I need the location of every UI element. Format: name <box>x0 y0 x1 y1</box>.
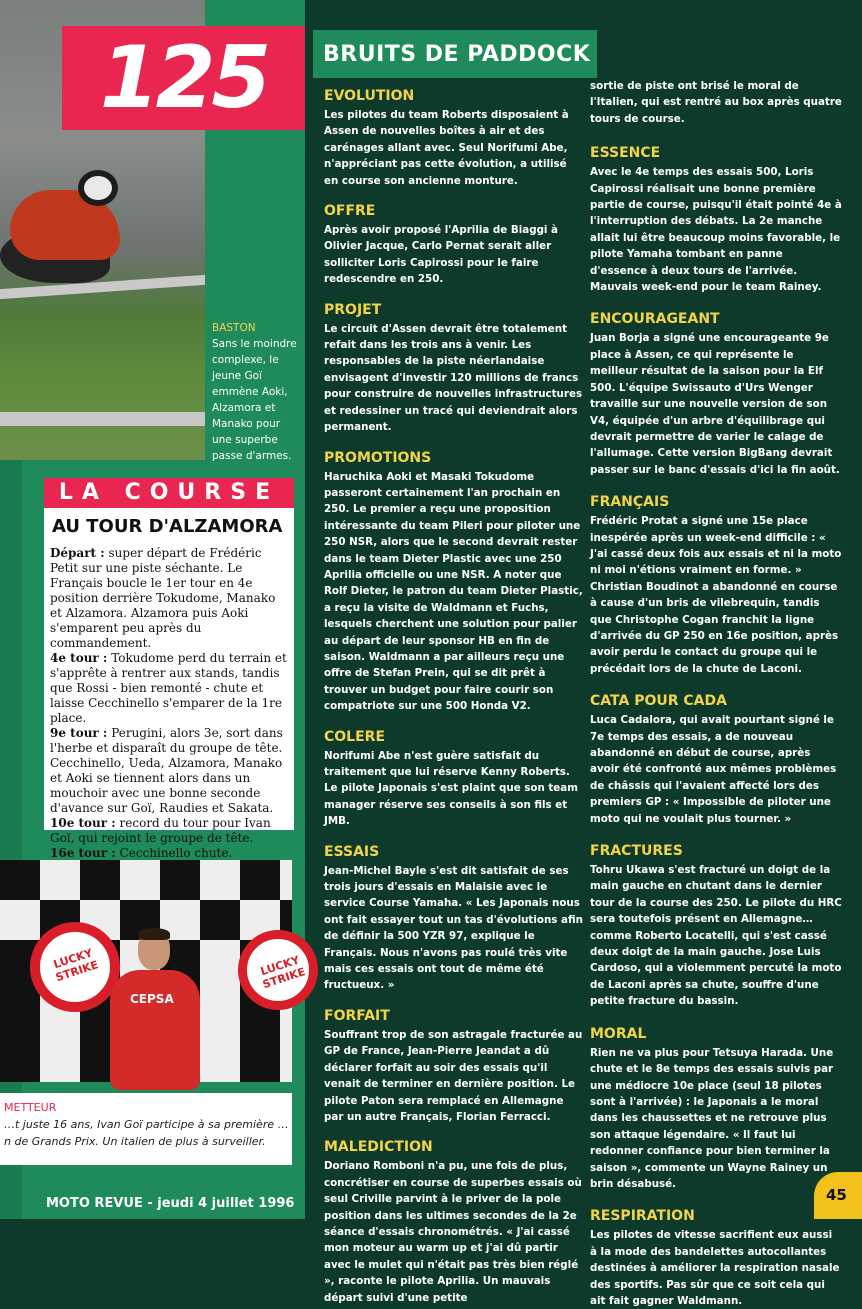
news-item-body: Frédéric Protat a signé une 15e place inespérée après un week-end difficile : « J'ai cassé deux fois aux essais et ni la moto ni moi n'étions vraiment en forme. » Christian Boudinot a abandonné en course à cause d'un bris de vilebrequin, tandis que Christophe Cogan franchit la ligne d'arrivée du GP 250 en 16e position, après avoir perdu le contact du groupe qui le précédait lors de la chute de Laconi. <box>590 515 842 675</box>
news-item <box>324 1139 584 1306</box>
news-item-title: OFFRE <box>324 203 376 220</box>
section-header-title: BRUITS DE PADDOCK <box>323 42 591 67</box>
top-caption-text: Sans le moindre complexe, le jeune Goï emmène Aoki, Alzamora et Manako pour une superbe passe d'armes. <box>212 338 297 462</box>
news-item <box>324 844 584 994</box>
lap-label: 9e tour : <box>50 726 108 740</box>
race-report-banner: LA COURSE <box>44 478 294 508</box>
race-report-title: AU TOUR D'ALZAMORA <box>52 516 283 537</box>
lap-label: 16e tour : <box>50 846 116 860</box>
news-item-title: CATA POUR CADA <box>590 693 727 710</box>
news-item-body: Jean-Michel Bayle s'est dit satisfait de ses trois jours d'essais en Malaisie avec le service Course Yamaha. « Les Japonais nous ont fait essayer tout un tas d'évolutions afin de définir la 500 YZR 97, explique le Français. Nous n'avons pas roulé très vite mais ces essais ont tout de même été fructueux. » <box>324 864 583 992</box>
race-report-paragraph <box>50 726 290 816</box>
news-item-title: EVOLUTION <box>324 88 415 104</box>
news-item <box>324 302 584 436</box>
lucky-strike-logo-left <box>30 922 120 1012</box>
news-item-title: FRANÇAIS <box>590 494 670 511</box>
top-photo-caption <box>212 320 302 464</box>
news-item-title: PROJET <box>324 301 382 318</box>
news-item <box>324 729 584 830</box>
news-item-continued <box>590 78 842 127</box>
news-item <box>590 494 842 677</box>
news-item-title: ENCOURAGEANT <box>590 311 720 328</box>
news-item-body: Souffrant trop de son astragale fracturée au GP de France, Jean-Pierre Jeandat a dû déclarer forfait au soir des essais qu'il venait de terminer en dernière position. Le pilote Paton sera remplacé en Allemagne par un autre Français, Florian Ferracci. <box>324 1028 583 1123</box>
race-report-box <box>44 478 294 860</box>
news-item <box>590 1208 842 1309</box>
news-item-body: Avec le 4e temps des essais 500, Loris Capirossi réalisait une bonne première partie de course, puisqu'il était pointé 4e à l'interruption des débats. La 2e manche allait lui être beaucoup moins favorable, le pilote Yamaha tombant en panne d'essence à deux tours de l'arrivée. Mauvais week-end pour le team Rainey. <box>590 166 842 294</box>
lap-label: 4e tour : <box>50 651 108 665</box>
magazine-footer: MOTO REVUE - jeudi 4 juillet 1996 <box>46 1196 295 1211</box>
lucky-strike-logo-right <box>238 930 318 1010</box>
news-item-body: Le circuit d'Assen devrait être totalement refait dans les trois ans à venir. Les responsables de la piste néerlandaise envisagent d'investir 120 millions de francs pour construire de nouvelles infrastructures et redessiner un tracé qui deviendrait alors permanent. <box>324 322 583 434</box>
rider-figure <box>0 170 125 290</box>
news-item <box>590 145 842 295</box>
news-column-left <box>324 88 584 1306</box>
news-item-body: Après avoir proposé l'Aprilia de Biaggi à Olivier Jacque, Carlo Pernat serait aller solliciter Loris Capirossi pour le faire redescendre en 250. <box>324 224 558 286</box>
news-item <box>324 450 584 715</box>
news-item-body: Tohru Ukawa s'est fracturé un doigt de la main gauche en chutant dans le dernier tour de la course des 250. Le pilote du HRC sera toutefois présent en Allemagne… comme Roberto Locatelli, qui s'est cassé deux doigt de la main gauche. Jose Luis Cardoso, qui a violemment percuté la moto de Laconi après sa chute, souffre d'une petite fracture du bassin. <box>590 864 842 1008</box>
rider-hair <box>138 928 170 940</box>
news-item-body: Juan Borja a signé une encourageante 9e place à Assen, ce qui représente le meilleur résultat de la saison pour la Elf 500. L'équipe Swissauto d'Urs Wenger travaille sur une nouvelle version de son V4, équipée d'un arbre d'équilibrage qui devrait permettre de varier le calage de l'allumage. Cette version BigBang devrait passer sur le banc d'essais d'ici la fin août. <box>590 332 840 476</box>
news-column-right <box>590 78 842 1309</box>
news-item-body: Luca Cadalora, qui avait pourtant signé le 7e temps des essais, a de nouveau abandonné en début de course, après avoir été confronté aux mêmes problèmes de châssis qui l'avaient affecté lors des premiers GP : « Impossible de piloter une moto qui ne voulait plus tourner. » <box>590 714 837 825</box>
news-item-title: FORFAIT <box>324 1007 390 1024</box>
lap-text: record du tour pour Ivan Goï, qui rejoint le groupe de tête. <box>50 816 271 845</box>
news-item <box>324 1008 584 1125</box>
news-item-title: PROMOTIONS <box>324 449 432 466</box>
news-item <box>590 843 842 1010</box>
track-edge <box>0 412 205 426</box>
lap-text: Tokudome perd du terrain et s'apprête à rentrer aux stands, tandis que Rossi - bien remonté - chute et laisse Cecchinello s'emparer de la 1re place. <box>50 651 287 725</box>
lap-label: Départ : <box>50 546 105 560</box>
news-item-title: ESSENCE <box>590 145 661 162</box>
lap-label: 10e tour : <box>50 816 116 830</box>
news-item-body: Haruchika Aoki et Masaki Tokudome passeront certainement l'an prochain en 250. Le premier a reçu une proposition intéressante du team Pileri pour piloter une 250 NSR, alors que le second devrait rester dans le team Dieter Plastic avec une 250 Aprilia officielle ou une NSR. A noter que Rolf Dieter, le patron du team Dieter Plastic, a reçu la visite de Waldmann et Fuchs, lesquels cherchent une solution pour palier au départ de leur sponsor HB en fin de saison. Waldmann a par ailleurs reçu une offre de Stefan Prein, qui se dit prêt à trouver un budget pour faire courir son compatriote sur une 500 Honda V2. <box>324 470 583 713</box>
news-item-body: Rien ne va plus pour Tetsuya Harada. Une chute et le 8e temps des essais suivis par une médiocre 10e place (seul 18 pilotes sont à l'arrivée) : le Japonais a le moral dans les chaussettes et ne retrouve plus son attaque légendaire. « Il faut lui redonner confiance pour bien terminer la saison », commente un Wayne Rainey un brin désabusé. <box>590 1046 834 1190</box>
helmet-shape <box>78 170 118 206</box>
news-item-body: sortie de piste ont brisé le moral de l'Italien, qui est rentré au box après quatre tours de course. <box>590 80 842 125</box>
news-item-body: Doriano Romboni n'a pu, une fois de plus, concrétiser en course de superbes essais où seul Criville parvint à le priver de la pole position dans les ultimes secondes de la 2e séance d'essais chronométrés. « J'ai cassé mon moteur au warm up et j'ai dû partir avec le mulet qui n'était pas très bien réglé », raconte le pilote Aprilia. Un mauvais départ suivi d'une petite <box>324 1160 582 1304</box>
race-report-text <box>50 546 290 891</box>
class-badge <box>62 26 305 130</box>
race-report-paragraph <box>50 546 290 651</box>
news-item-title: FRACTURES <box>590 843 683 860</box>
rider-portrait <box>110 930 200 1090</box>
news-item-body: Les pilotes du team Roberts disposaient à Assen de nouvelles boîtes à air et des carénages allant avec. Seul Norifumi Abe, n'appréciant pas cette évolution, a utilisé en course son ancienne monture. <box>324 109 569 187</box>
news-item <box>590 1026 842 1193</box>
news-item-body: Les pilotes de vitesse sacrifient eux aussi à la mode des bandelettes autocollantes destinées à améliorer la respiration nasale des sportifs. Pas sûr que ce soit cela qui ait fait gagner Waldmann. <box>590 1229 840 1307</box>
news-item-title: MALEDICTION <box>324 1139 433 1156</box>
bottom-caption-heading: METTEUR <box>4 1101 57 1114</box>
logo-text: LUCKY STRIKE <box>258 953 307 992</box>
news-item-title: RESPIRATION <box>590 1208 695 1225</box>
news-item-title: MORAL <box>590 1025 647 1042</box>
section-header <box>313 30 597 78</box>
page-number: 45 <box>826 1186 847 1204</box>
class-badge-number: 125 <box>99 28 268 128</box>
race-report-paragraph <box>50 651 290 726</box>
lap-text: Cecchinello chute. <box>119 846 233 860</box>
podium-photo <box>0 860 307 1082</box>
race-report-paragraph <box>50 816 290 846</box>
news-item <box>590 311 842 478</box>
news-item-body: Norifumi Abe n'est guère satisfait du traitement que lui réserve Kenny Roberts. Le pilote Japonais s'est plaint que son team manager réserve ses conseils à son fils et JMB. <box>324 749 578 828</box>
logo-text: LUCKY STRIKE <box>51 946 100 985</box>
lap-text: Perugini, alors 3e, sort dans l'herbe et disparaît du groupe de tête. Cecchinello, Ueda, Alzamora, Manako et Aoki se tiennent alors dans un mouchoir avec une bonne seconde d'avance sur Goï, Raudies et Sakata. <box>50 726 283 815</box>
top-caption-heading: BASTON <box>212 322 256 334</box>
bottom-caption-text: …t juste 16 ans, Ivan Goï participe à sa première …n de Grands Prix. Un italien de plus à surveiller. <box>4 1118 289 1148</box>
news-item <box>590 693 842 827</box>
bottom-photo-caption <box>0 1093 292 1165</box>
news-item <box>324 203 584 288</box>
news-item-title: COLERE <box>324 728 386 745</box>
news-item-title: ESSAIS <box>324 843 380 860</box>
lap-text: super départ de Frédéric Petit sur une piste séchante. Le Français boucle le 1er tour en 4e position derrière Tokudome, Manako et Alzamora. Alzamora puis Aoki s'emparent peu après du commandement. <box>50 546 276 650</box>
news-item <box>324 88 584 189</box>
page-number-tab <box>814 1172 862 1219</box>
shirt-logo: CEPSA <box>130 992 174 1006</box>
rider-leathers <box>110 970 200 1090</box>
